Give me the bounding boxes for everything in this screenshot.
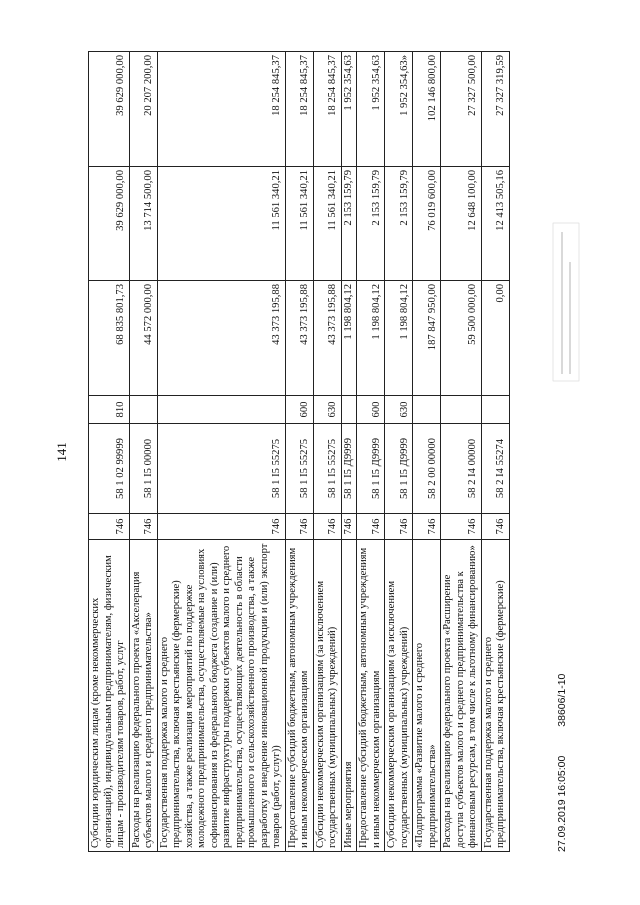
target-article-code: 58 1 I5 55275 [313, 424, 341, 514]
amount-year-2: 11 561 340,21 [313, 167, 341, 281]
target-article-code: 58 1 I5 55275 [285, 424, 313, 514]
amount-year-3: 27 327 500,00 [441, 52, 482, 167]
expense-type-code [413, 396, 441, 424]
amount-year-3: 39 629 000,00 [89, 52, 130, 167]
ministry-code: 746 [413, 514, 441, 540]
row-description: Расходы на реализацию федерального проекта «Акселерация субъектов малого и среднего предпринимательства» [129, 540, 157, 852]
table-row [385, 52, 413, 852]
ministry-code: 746 [341, 514, 357, 540]
stamp-graphic [552, 222, 580, 382]
expense-type-code [441, 396, 482, 424]
row-description: Субсидии некоммерческим организациям (за исключением государственных (муниципальных) учреждений) [313, 540, 341, 852]
footer [556, 52, 568, 852]
table-row [313, 52, 341, 852]
row-description: Субсидии юридическим лицам (кроме некоммерческих организаций), индивидуальным предпринимателям, физическим лицам - производителям товаров, работ, услуг [89, 540, 130, 852]
ministry-code: 746 [385, 514, 413, 540]
amount-year-3: 1 952 354,63 [341, 52, 357, 167]
amount-year-3: 1 952 354,63 [357, 52, 385, 167]
table-row [129, 52, 157, 852]
amount-year-1: 1 198 804,12 [385, 281, 413, 396]
amount-year-1: 1 198 804,12 [357, 281, 385, 396]
target-article-code: 58 2 I4 00000 [441, 424, 482, 514]
table-row [341, 52, 357, 852]
table-row [285, 52, 313, 852]
amount-year-2: 11 561 340,21 [157, 167, 285, 281]
amount-year-2: 12 413 505,16 [481, 167, 509, 281]
row-description: Государственная поддержка малого и среднего предпринимательства, включая крестьянские (фермерские) хозяйства, а также реализация мероприятий по поддержке молодежного предпринимательства, осуществляемые на условиях софинансирования из федерального бюджета (создание и (или) развитие инфраструктуры поддержки субъектов малого и среднего предпринимательства, осуществляющих деятельность в области промышленного и сельскохозяйственного производства, а также разработку и внедрение инновационной продукции и (или) экспорт товаров (работ, услуг)) [157, 540, 285, 852]
amount-year-2: 76 019 600,00 [413, 167, 441, 281]
target-article-code: 58 1 I5 Д9999 [357, 424, 385, 514]
target-article-code: 58 1 I5 00000 [129, 424, 157, 514]
row-description: Иные мероприятия [341, 540, 357, 852]
ministry-code: 746 [285, 514, 313, 540]
amount-year-2: 2 153 159,79 [385, 167, 413, 281]
ministry-code: 746 [129, 514, 157, 540]
table-row [357, 52, 385, 852]
electronic-stamp-watermark [552, 222, 580, 382]
amount-year-3: 18 254 845,37 [313, 52, 341, 167]
amount-year-3: 102 146 800,00 [413, 52, 441, 167]
amount-year-2: 39 629 000,00 [89, 167, 130, 281]
amount-year-3: 27 327 319,59 [481, 52, 509, 167]
ministry-code: 746 [313, 514, 341, 540]
amount-year-3: 1 952 354,63» [385, 52, 413, 167]
target-article-code: 58 1 I5 55275 [157, 424, 285, 514]
amount-year-2: 13 714 500,00 [129, 167, 157, 281]
amount-year-1: 59 500 000,00 [441, 281, 482, 396]
budget-table [88, 51, 510, 852]
amount-year-1: 68 835 801,73 [89, 281, 130, 396]
amount-year-3: 18 254 845,37 [285, 52, 313, 167]
expense-type-code [129, 396, 157, 424]
target-article-code: 58 1 02 99999 [89, 424, 130, 514]
ministry-code: 746 [481, 514, 509, 540]
amount-year-1: 43 373 195,88 [157, 281, 285, 396]
amount-year-1: 44 572 000,00 [129, 281, 157, 396]
row-description: Предоставление субсидий бюджетным, автономным учреждениям и иным некоммерческим организациям [357, 540, 385, 852]
expense-type-code: 600 [285, 396, 313, 424]
expense-type-code [341, 396, 357, 424]
target-article-code: 58 1 I5 Д9999 [341, 424, 357, 514]
amount-year-1: 187 847 950,00 [413, 281, 441, 396]
amount-year-2: 2 153 159,79 [357, 167, 385, 281]
rotated-sheet [54, 52, 580, 852]
expense-type-code: 810 [89, 396, 130, 424]
amount-year-2: 11 561 340,21 [285, 167, 313, 281]
amount-year-2: 2 153 159,79 [341, 167, 357, 281]
ministry-code: 746 [357, 514, 385, 540]
row-description: Расходы на реализацию федерального проекта «Расширение доступа субъектов малого и среднего предпринимательства к финансовым ресурсам, в том числе к льготному финансированию» [441, 540, 482, 852]
ministry-code: 746 [441, 514, 482, 540]
amount-year-1: 43 373 195,88 [285, 281, 313, 396]
footer-date: 27.09.2019 16:05:00 [556, 755, 568, 852]
table-row [441, 52, 482, 852]
row-description: Государственная поддержка малого и среднего предпринимательства, включая крестьянские (фермерские) [481, 540, 509, 852]
ministry-code: 746 [89, 514, 130, 540]
amount-year-1: 1 198 804,12 [341, 281, 357, 396]
amount-year-2: 12 648 100,00 [441, 167, 482, 281]
amount-year-1: 0,00 [481, 281, 509, 396]
expense-type-code: 600 [357, 396, 385, 424]
amount-year-3: 20 207 200,00 [129, 52, 157, 167]
expense-type-code [481, 396, 509, 424]
target-article-code: 58 1 I5 Д9999 [385, 424, 413, 514]
row-description: Субсидии некоммерческим организациям (за исключением государственных (муниципальных) учреждений) [385, 540, 413, 852]
page-number: 141 [54, 442, 69, 462]
footer-code: 38606/1-10 [556, 673, 568, 727]
amount-year-3: 18 254 845,37 [157, 52, 285, 167]
table-row [89, 52, 130, 852]
table-row [481, 52, 509, 852]
amount-year-1: 43 373 195,88 [313, 281, 341, 396]
target-article-code: 58 2 I4 55274 [481, 424, 509, 514]
ministry-code: 746 [157, 514, 285, 540]
expense-type-code: 630 [313, 396, 341, 424]
table-row [157, 52, 285, 852]
expense-type-code: 630 [385, 396, 413, 424]
target-article-code: 58 2 00 00000 [413, 424, 441, 514]
row-description: «Подпрограмма «Развитие малого и среднего предпринимательства» [413, 540, 441, 852]
table-row [413, 52, 441, 852]
row-description: Предоставление субсидий бюджетным, автономным учреждениям и иным некоммерческим организациям [285, 540, 313, 852]
expense-type-code [157, 396, 285, 424]
